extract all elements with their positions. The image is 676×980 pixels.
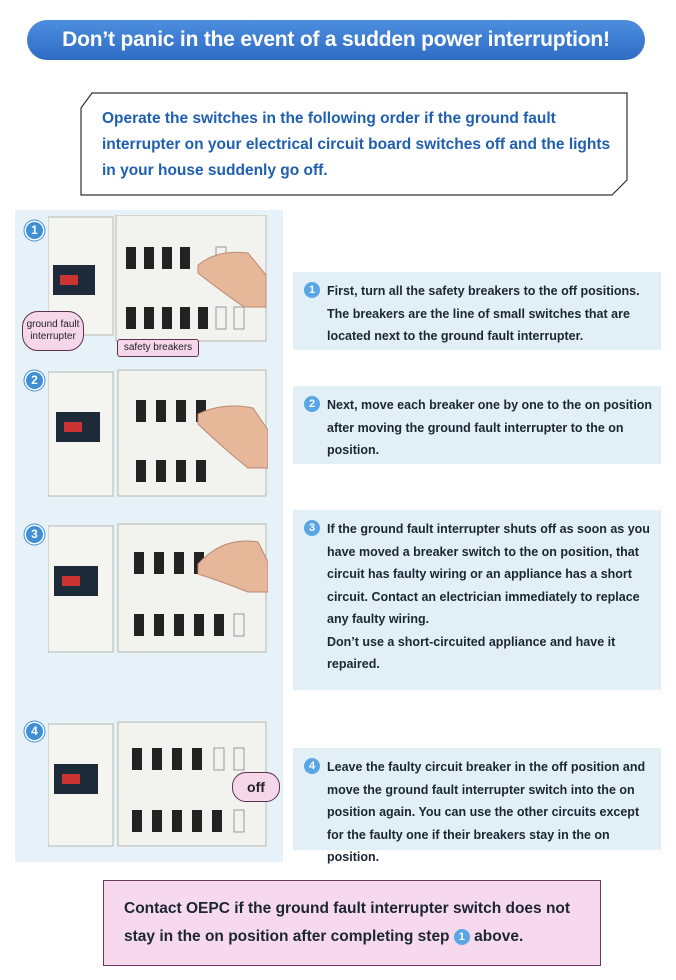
step-4-text: Leave the faulty circuit breaker in the off position and move the ground fault interrupter switch into the on position again. You can use the other circuits except for the faulty one if their breakers stay in the on position. (327, 760, 646, 864)
callout-ground-fault-label: ground fault interrupter (26, 319, 80, 342)
callout-safety-breakers: safety breakers (117, 339, 199, 357)
figure-number-4: 4 (26, 723, 43, 740)
step-2-number: 2 (304, 396, 320, 412)
step-3-box (293, 510, 661, 690)
figure-number-3: 3 (26, 526, 43, 543)
step-2-box (293, 386, 661, 464)
breaker-panel-image-3 (48, 522, 268, 654)
contact-step-ref-badge: 1 (454, 929, 470, 945)
figure-number-1: 1 (26, 222, 43, 239)
step-1-text: First, turn all the safety breakers to the off positions. The breakers are the line of small switches that are located next to the ground fault interrupter. (327, 284, 640, 343)
callout-off: off (232, 772, 280, 802)
step-1-box (293, 272, 661, 350)
step-3-text-main: If the ground fault interrupter shuts off as soon as you have moved a breaker switch to the on position, that circuit has faulty wiring or an appliance has a short circuit. Contact an electrician immediately to replace any faulty wiring. (327, 522, 650, 626)
step-1-number: 1 (304, 282, 320, 298)
page-banner-title: Don’t panic in the event of a sudden power interruption! (27, 20, 645, 60)
contact-text-main: Contact OEPC if the ground fault interrupter switch does not stay in the on position after completing step (124, 900, 571, 945)
callout-ground-fault-interrupter (22, 311, 84, 351)
figure-number-2: 2 (26, 372, 43, 389)
contact-text (124, 895, 594, 951)
step-2-text: Next, move each breaker one by one to the on position after moving the ground fault interrupter to the on position. (327, 398, 653, 457)
step-4-number: 4 (304, 758, 320, 774)
contact-box (103, 880, 601, 966)
intro-box (80, 92, 628, 196)
step-3-text (327, 518, 653, 676)
step-3-number: 3 (304, 520, 320, 536)
step-4-box (293, 748, 661, 864)
intro-text: Operate the switches in the following order if the ground fault interrupter on your electrical circuit board switches off and the lights in your house suddenly go off. (102, 110, 611, 179)
contact-text-end: above. (474, 928, 524, 945)
step-3-text-warning: Don’t use a short-circuited appliance and have it repaired. (327, 634, 616, 671)
breaker-panel-image-2 (48, 368, 268, 498)
